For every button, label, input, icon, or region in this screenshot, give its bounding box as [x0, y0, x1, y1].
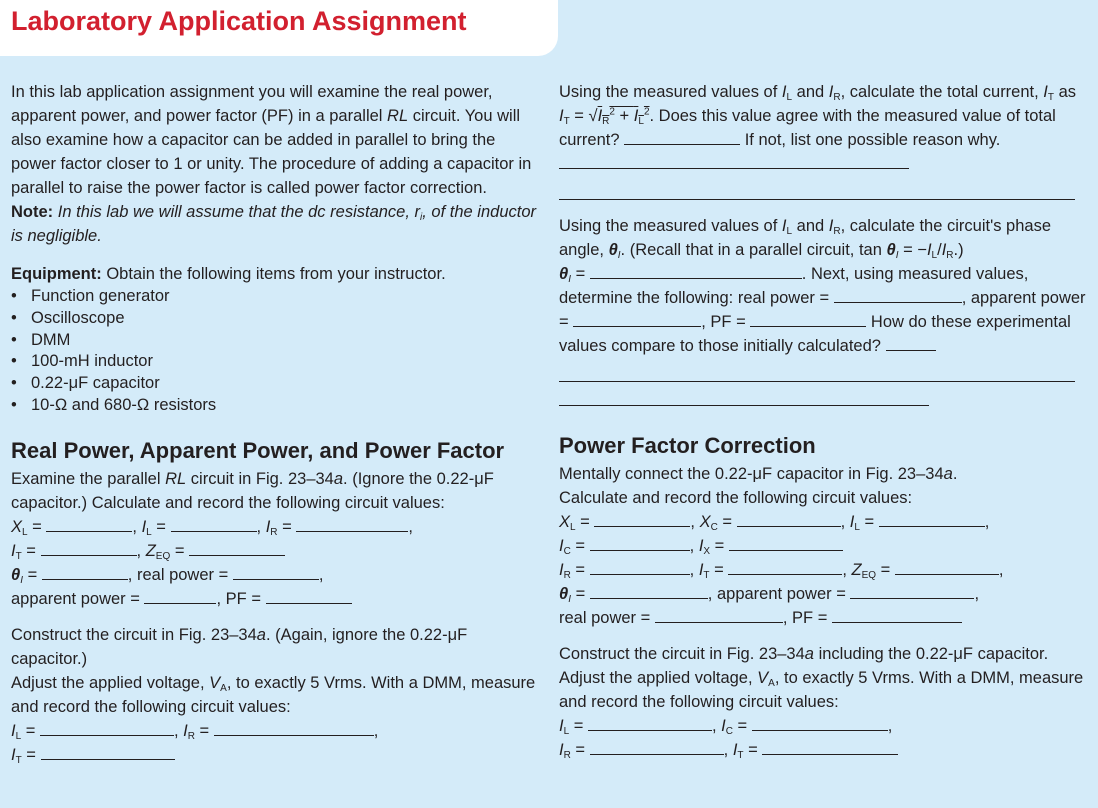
note-label: Note:: [11, 203, 54, 221]
pfc-ir-field[interactable]: [590, 559, 690, 575]
theta-field[interactable]: [42, 564, 128, 580]
section-heading-pf-correction: Power Factor Correction: [559, 433, 816, 458]
pf-field[interactable]: [266, 588, 352, 604]
note-text-b: , of the inductor is negligible.: [11, 203, 537, 245]
right-column: [559, 80, 1089, 762]
equipment-label: Equipment:: [11, 265, 102, 283]
intro-paragraph: [11, 80, 541, 248]
intro-text: In this lab application assignment you will examine the real power, apparent power, and power factor (PF) in a parallel: [11, 83, 493, 125]
measured-apparent-power-field[interactable]: [573, 311, 701, 327]
pfc-row-2: $I_C$ = , $I_X$ =: [559, 534, 1089, 558]
reason-field[interactable]: [559, 153, 909, 169]
measured-theta-field[interactable]: [590, 263, 802, 279]
compare-field[interactable]: [886, 335, 936, 351]
measured-il-field[interactable]: [40, 720, 174, 736]
list-item: • 10-Ω and 680-Ω resistors: [11, 395, 217, 414]
list-item: • 0.22-μF capacitor: [11, 374, 160, 393]
calc-row-4: apparent power = , PF =: [11, 587, 541, 611]
calc-row-3: $\theta_I$ = , real power = ,: [11, 565, 324, 586]
pfc-measured-ir-field[interactable]: [590, 739, 724, 755]
note-r-symbol: r: [414, 203, 421, 221]
equipment-paragraph: [11, 262, 541, 286]
list-item: • 100-mH inductor: [11, 352, 153, 371]
apparent-power-field[interactable]: [144, 588, 216, 604]
reason-line-2[interactable]: [559, 176, 1075, 200]
pfc-theta-field[interactable]: [590, 583, 708, 599]
section2-paragraph: Mentally connect the 0.22-μF capacitor in Fig. 23–34a. Calculate and record the following circuit values:: [559, 465, 958, 507]
real-power-field[interactable]: [233, 564, 319, 580]
phase-angle-paragraph: Using the measured values of $I_L$ and $I_R$, calculate the circuit's phase angle, $\theta_I$. (Recall that in a parallel circuit, $\tan \theta_I = -I_L/I_R$.) $\theta_I$ = . Next, using measured values, determine the following: real power = , apparent power = , PF = How do these experimental values compare to those initially calculated?: [559, 217, 1086, 355]
pfc-measured-il-field[interactable]: [588, 715, 712, 731]
pfc-ix-field[interactable]: [729, 535, 843, 551]
note-text-a: In this lab we will assume that the dc resistance,: [57, 203, 410, 221]
pfc-xl-field[interactable]: [594, 511, 690, 527]
measured-ir-field[interactable]: [214, 720, 374, 736]
pfc-measured-ic-field[interactable]: [752, 715, 888, 731]
list-item: • Function generator: [11, 287, 170, 305]
pfc-it-field[interactable]: [728, 559, 842, 575]
compare-line-2[interactable]: [559, 358, 1075, 382]
section-heading-real-power: Real Power, Apparent Power, and Power Factor: [11, 437, 505, 463]
measure-row-1: $I_L$ = , $I_R$ = ,: [11, 721, 379, 742]
agree-field[interactable]: [624, 129, 740, 145]
intro-rl: RL: [387, 107, 409, 125]
measure-row-2: $I_T$ =: [11, 743, 541, 767]
pfc-measure-row-2: $I_R$ = , $I_T$ =: [559, 738, 1089, 762]
equipment-text: Obtain the following items from your instructor.: [106, 265, 446, 283]
measured-real-power-field[interactable]: [834, 287, 962, 303]
intro-text-2: circuit. You will also examine how a capacitor can be added in parallel to bring the power factor closer to 1 or unity. The procedure of adding a capacitor in parallel to raise the power factor is called power factor correction.: [11, 107, 532, 197]
list-item: • DMM: [11, 330, 71, 349]
pfc-row-3: $I_R$ = , $I_T$ = , $Z_{EQ}$ = ,: [559, 561, 1004, 581]
pfc-xc-field[interactable]: [737, 511, 841, 527]
left-column: [11, 80, 541, 767]
section1b-paragraph: Construct the circuit in Fig. 23–34a. (Again, ignore the 0.22-μF capacitor.) Adjust the applied voltage, $V_A$, to exactly 5 Vrms. With a DMM, measure and record the following circuit values:: [11, 625, 536, 716]
pfc-il-field[interactable]: [879, 511, 985, 527]
it-field[interactable]: [41, 540, 137, 556]
note-r-subscript: i: [420, 212, 423, 223]
pfc-measured-it-field[interactable]: [762, 739, 898, 755]
pfc-pf-field[interactable]: [832, 607, 962, 623]
pfc-row-5: real power = , PF =: [559, 606, 1089, 630]
ir-field[interactable]: [296, 516, 408, 532]
section2b-paragraph: Construct the circuit in Fig. 23–34a including the 0.22-μF capacitor. Adjust the applied voltage, $V_A$, to exactly 5 Vrms. With a DMM, measure and record the following circuit values:: [559, 645, 1084, 711]
measured-it-field[interactable]: [41, 744, 175, 760]
calc-row-2: $I_T$ = , $Z_{EQ}$ =: [11, 539, 541, 563]
title-banner: [0, 0, 558, 56]
il-field[interactable]: [171, 516, 257, 532]
pfc-apparent-power-field[interactable]: [850, 583, 974, 599]
total-current-paragraph: Using the measured values of $I_L$ and $I_R$, calculate the total current, $I_T$ as $I_T = √I_R^2 + I_L^2$. Does this value agree with the measured value of total current? If not, list one possible reason why.: [559, 80, 1089, 176]
page-title: Laboratory Application Assignment: [11, 6, 467, 36]
pfc-zeq-field[interactable]: [895, 559, 999, 575]
zeq-field[interactable]: [189, 540, 285, 556]
calc-row-1: $X_L$ = , $I_L$ = , $I_R$ = ,: [11, 517, 413, 538]
measured-pf-field[interactable]: [750, 311, 866, 327]
list-item: • Oscilloscope: [11, 308, 125, 327]
compare-line-3[interactable]: [559, 382, 929, 406]
section1-paragraph: Examine the parallel RL circuit in Fig. 23–34a. (Ignore the 0.22-μF capacitor.) Calculate and record the following circuit values:: [11, 469, 494, 512]
pfc-row-4: $\theta_I$ = , apparent power = ,: [559, 585, 980, 605]
xl-field[interactable]: [46, 516, 132, 532]
equipment-list: [11, 286, 541, 417]
pfc-row-1: $X_L$ = , $X_C$ = , $I_L$ = ,: [559, 513, 990, 533]
pfc-ic-field[interactable]: [590, 535, 690, 551]
pfc-real-power-field[interactable]: [655, 607, 783, 623]
pfc-measure-row-1: $I_L$ = , $I_C$ = ,: [559, 717, 893, 737]
